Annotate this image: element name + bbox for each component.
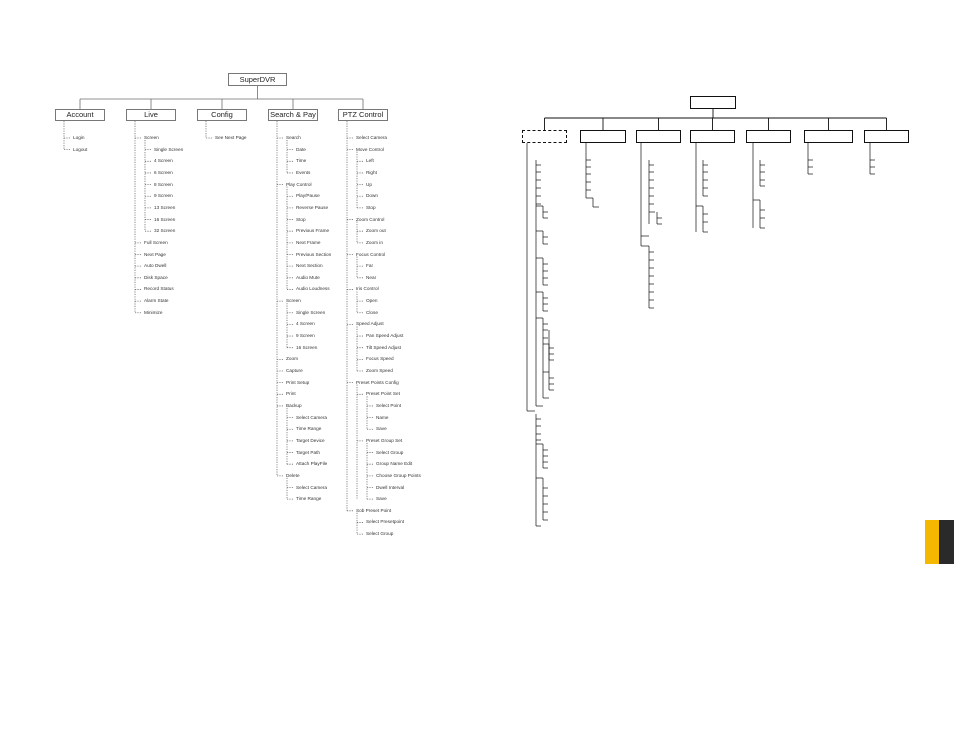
page-tab-dark bbox=[939, 520, 954, 564]
live-node-auto-dwell: Auto Dwell bbox=[144, 263, 167, 269]
search-and-pay-screen-node-9-screen: 9 Screen bbox=[296, 333, 315, 339]
search-and-pay-node-screen: Screen bbox=[286, 298, 301, 304]
search-and-pay-screen-node-single-screen: Single Screen bbox=[296, 309, 326, 315]
search-and-pay-backup-node-target-path: Target Path bbox=[296, 449, 320, 455]
search-and-pay-play-control-node-stop: Stop bbox=[296, 216, 306, 222]
search-and-pay-play-control-node-next-frame: Next Frame bbox=[296, 239, 321, 245]
page-tab-accent bbox=[925, 520, 939, 564]
ptz-control-preset-points-config-node-preset-group-set: Preset Group Set bbox=[366, 437, 403, 443]
config-category-box-5 bbox=[746, 130, 791, 143]
ptz-control-preset-points-config-preset-point-set-node-name: Name bbox=[376, 414, 389, 420]
config-node-see-next-page: See Next Page bbox=[215, 135, 247, 140]
ptz-control-node-move-control: Move Control bbox=[356, 146, 384, 152]
search-and-pay-play-control-node-audio-loudness: Audio Loudness bbox=[296, 286, 330, 292]
live-screen-node-6-screen: 6 Screen bbox=[154, 169, 173, 175]
live-screen-node-8-screen: 8 Screen bbox=[154, 181, 173, 187]
account-node-login: Login bbox=[73, 135, 85, 140]
ptz-control-sob-preset-point-node-select-group: Select Group bbox=[366, 531, 394, 537]
ptz-control-speed-adjust-node-zoom-speed: Zoom Speed bbox=[366, 368, 393, 373]
search-and-pay-play-control-node-play-pause: Play/Pause bbox=[296, 193, 320, 199]
ptz-control-preset-points-config-preset-group-set-node-group-name-edit: Group Name Edit bbox=[376, 461, 413, 467]
search-and-pay-play-control-node-previous-frame: Previous Frame bbox=[296, 228, 330, 234]
ptz-control-move-control-node-up: Up bbox=[366, 181, 372, 187]
live-screen-node-4-screen: 4 Screen bbox=[154, 158, 173, 164]
search-and-pay-play-control-node-audio-mute: Audio Mute bbox=[296, 274, 320, 280]
ptz-control-focus-control-node-near: Near bbox=[366, 274, 377, 280]
ptz-control-move-control-node-right: Right bbox=[366, 169, 377, 175]
ptz-control-node-sob-preset-point: Sob Preset Point bbox=[356, 507, 392, 513]
top-node-account: Account bbox=[55, 109, 105, 121]
ptz-control-iris-control-node-close: Close bbox=[366, 309, 378, 315]
config-category-box-6 bbox=[804, 130, 853, 143]
ptz-control-move-control-node-left: Left bbox=[366, 158, 374, 164]
live-node-alarm-state: Alarm State bbox=[144, 298, 169, 304]
ptz-control-speed-adjust-node-focus-speed: Focus Speed bbox=[366, 356, 394, 362]
live-screen-node-9-screen: 9 Screen bbox=[154, 193, 173, 199]
ptz-control-node-speed-adjust: Speed Adjust bbox=[356, 321, 384, 327]
ptz-control-node-iris-control: Iris Control bbox=[356, 286, 379, 292]
search-and-pay-play-control-node-previous-section: Previous Section bbox=[296, 251, 332, 257]
ptz-control-sob-preset-point-node-select-presetpoint: Select Presetpoint bbox=[366, 519, 405, 525]
config-category-box-4 bbox=[690, 130, 735, 143]
ptz-control-preset-points-config-preset-group-set-node-dwell-interval: Dwell Interval bbox=[376, 484, 405, 490]
search-and-pay-node-backup: Backup bbox=[286, 402, 302, 408]
ptz-control-focus-control-node-far: Far bbox=[366, 263, 374, 269]
search-and-pay-backup-node-time-range: Time Range bbox=[296, 426, 322, 432]
ptz-control-speed-adjust-node-pan-speed-adjust: Pan Speed Adjust bbox=[366, 333, 404, 339]
search-and-pay-node-capture: Capture bbox=[286, 368, 303, 373]
search-and-pay-node-print: Print bbox=[286, 391, 296, 397]
ptz-control-preset-points-config-node-preset-point-set: Preset Point Set bbox=[366, 391, 400, 397]
config-root-box bbox=[690, 96, 736, 109]
ptz-control-speed-adjust-node-tilt-speed-adjust: Tilt Speed Adjust bbox=[366, 344, 402, 350]
live-node-disk-space: Disk Space bbox=[144, 274, 168, 280]
search-and-pay-backup-node-attach-playfile: Attach PlayFile bbox=[296, 461, 328, 467]
ptz-control-zoom-control-node-zoom-in: Zoom in bbox=[366, 239, 383, 245]
ptz-control-preset-points-config-preset-group-set-node-choose-group-points: Choose Group Points bbox=[376, 472, 421, 478]
search-and-pay-node-zoom: Zoom bbox=[286, 356, 298, 362]
account-node-logout: Logout bbox=[73, 146, 88, 152]
live-node-minimize: Minimize bbox=[144, 309, 163, 315]
top-node-live: Live bbox=[126, 109, 176, 121]
live-screen-node-13-screen: 13 Screen bbox=[154, 204, 176, 210]
top-node-search-and-pay: Search & Pay bbox=[268, 109, 318, 121]
ptz-control-node-focus-control: Focus Control bbox=[356, 251, 386, 257]
search-and-pay-play-control-node-next-section: Next Section bbox=[296, 263, 323, 269]
live-node-full-screen: Full Screen bbox=[144, 239, 168, 245]
search-and-pay-search-node-date: Date bbox=[296, 146, 306, 152]
live-screen-node-16-screen: 16 Screen bbox=[154, 216, 176, 222]
ptz-control-zoom-control-node-zoom-out: Zoom out bbox=[366, 228, 386, 234]
live-node-next-page: Next Page bbox=[144, 251, 166, 257]
search-and-pay-delete-node-time-range: Time Range bbox=[296, 496, 322, 502]
ptz-control-preset-points-config-preset-group-set-node-save: Save bbox=[376, 496, 387, 502]
ptz-control-preset-points-config-preset-group-set-node-select-group: Select Group bbox=[376, 449, 404, 455]
ptz-control-node-preset-points-config: Preset Points Config bbox=[356, 379, 399, 385]
live-screen-node-32-screen: 32 Screen bbox=[154, 228, 176, 234]
live-screen-node-single-screen: Single Screen bbox=[154, 146, 184, 152]
search-and-pay-node-search: Search bbox=[286, 135, 301, 140]
ptz-control-node-zoom-control: Zoom Control bbox=[356, 216, 385, 222]
search-and-pay-backup-node-target-device: Target Device bbox=[296, 437, 325, 443]
search-and-pay-search-node-events: Events bbox=[296, 169, 311, 175]
top-node-config: Config bbox=[197, 109, 247, 121]
ptz-control-move-control-node-stop: Stop bbox=[366, 204, 376, 210]
ptz-control-preset-points-config-preset-point-set-node-save: Save bbox=[376, 426, 387, 432]
config-category-box-7 bbox=[864, 130, 909, 143]
search-and-pay-play-control-node-reverse-pause: Reverse Pause bbox=[296, 204, 329, 210]
top-node-ptz-control: PTZ Control bbox=[338, 109, 388, 121]
search-and-pay-delete-node-select-camera: Select Camera bbox=[296, 484, 328, 490]
config-category-box-1 bbox=[522, 130, 567, 143]
search-and-pay-screen-node-16-screen: 16 Screen bbox=[296, 344, 318, 350]
live-node-record-status: Record Status bbox=[144, 286, 174, 292]
config-category-box-2 bbox=[580, 130, 626, 143]
ptz-control-preset-points-config-preset-point-set-node-select-point: Select Point bbox=[376, 402, 402, 408]
live-node-screen: Screen bbox=[144, 135, 159, 140]
search-and-pay-screen-node-4-screen: 4 Screen bbox=[296, 321, 315, 327]
ptz-control-iris-control-node-open: Open bbox=[366, 298, 378, 304]
ptz-control-node-select-camera: Select Camera bbox=[356, 135, 388, 140]
search-and-pay-node-play-control: Play Control bbox=[286, 181, 312, 187]
search-and-pay-search-node-time: Time bbox=[296, 158, 307, 164]
root-node-superdvr: SuperDVR bbox=[228, 73, 287, 86]
search-and-pay-backup-node-select-camera: Select Camera bbox=[296, 414, 328, 420]
search-and-pay-node-print-setup: Print Setup bbox=[286, 379, 310, 385]
ptz-control-move-control-node-down: Down bbox=[366, 193, 378, 199]
search-and-pay-node-delete: Delete bbox=[286, 472, 300, 478]
config-category-box-3 bbox=[636, 130, 681, 143]
